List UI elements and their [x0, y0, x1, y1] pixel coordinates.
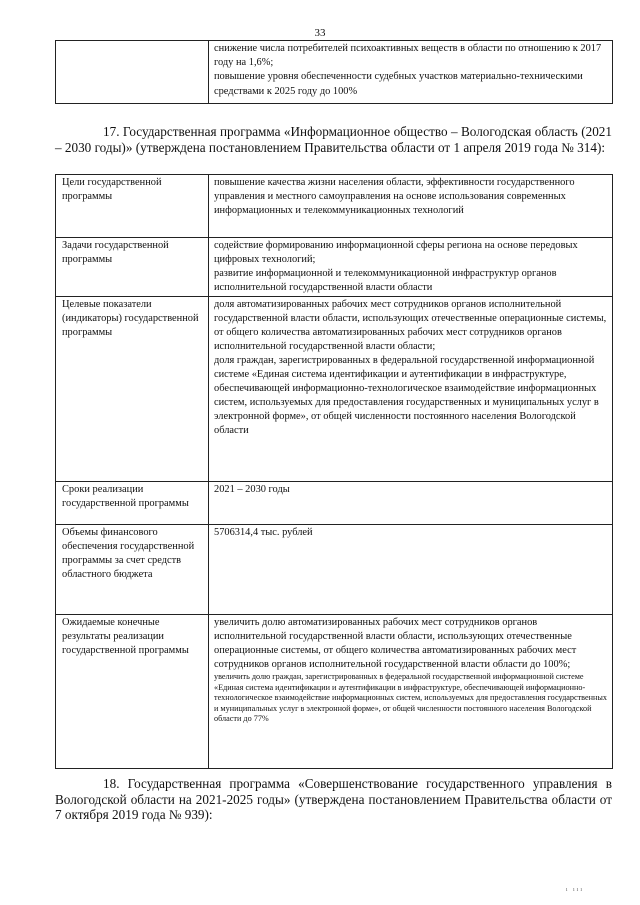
section-17-heading	[55, 124, 612, 155]
table-row	[56, 525, 613, 615]
row-value	[209, 615, 613, 769]
table-row	[56, 482, 613, 525]
row-value	[209, 175, 613, 238]
row-value	[209, 238, 613, 297]
section-18-heading-text: 18. Государственная программа «Совершенствование государственного управления в Вологодской области на 2021-2025 годы» (утверждена постановлением Правительства области от 7 октября 2019 года № 939):	[55, 776, 612, 823]
section-18-heading	[55, 776, 612, 823]
table-row	[56, 41, 613, 104]
row-value	[209, 525, 613, 615]
page-number: 33	[314, 27, 326, 39]
value-cell	[209, 41, 613, 104]
value-line: содействие формированию информационной сферы региона на основе передовых цифровых технологий;	[214, 240, 578, 265]
program-17-table	[55, 174, 613, 769]
footer-mark: ı ııı	[565, 887, 584, 893]
section-17-heading-text: 17. Государственная программа «Информационное общество – Вологодская область (2021 – 2030 годы)» (утверждена постановлением Правительства области от 1 апреля 2019 года № 314):	[55, 124, 612, 155]
value-line: повышение уровня обеспеченности судебных участков материально-техническими средствами к 2025 году до 100%	[214, 71, 583, 97]
row-value	[209, 297, 613, 482]
table-row	[56, 175, 613, 238]
row-label: Объемы финансового обеспечения государственной программы за счет средств областного бюджета	[56, 525, 209, 615]
value-line: развитие информационной и телекоммуникационной инфраструктур органов исполнительной государственной власти области	[214, 268, 557, 293]
row-label: Целевые показатели (индикаторы) государственной программы	[56, 297, 209, 482]
table-row	[56, 238, 613, 297]
empty-label-cell	[56, 41, 209, 104]
value-line: увеличить долю автоматизированных рабочих мест сотрудников органов исполнительной государственной власти области, использующих отечественные операционные системы, от общего количества автоматизированных рабочих мест сотрудников органов исполнительной государственной власти области до 100%;	[214, 617, 577, 670]
value-line: 5706314,4 тыс. рублей	[214, 527, 313, 538]
value-line: повышение качества жизни населения области, эффективности государственного управления и местного самоуправления на основе использования современных информационных и телекоммуникационных технологий	[214, 177, 575, 216]
value-line: снижение числа потребителей психоактивных веществ в области по отношению к 2017 году на 1,6%;	[214, 43, 602, 69]
row-label: Задачи государственной программы	[56, 238, 209, 297]
value-line: доля автоматизированных рабочих мест сотрудников органов исполнительной государственной власти области, использующих отечественные операционные системы, от общего количества автоматизированных рабочих мест сотрудников органов исполнительной государственной власти области;	[214, 299, 607, 352]
value-line: 2021 – 2030 годы	[214, 484, 290, 495]
table-row	[56, 297, 613, 482]
continuation-table	[55, 40, 613, 104]
value-line-small: увеличить долю граждан, зарегистрированных в федеральной государственной информационной системе «Единая система идентификации и аутентификации в инфраструктуре, обеспечивающей информационно-технологическое взаимодействие информационных систем, используемых для предоставления государственных и муниципальных услуг в электронной форме», от общей численности постоянного населения Вологодской области до 77%	[214, 672, 607, 724]
row-value	[209, 482, 613, 525]
row-label: Ожидаемые конечные результаты реализации государственной программы	[56, 615, 209, 769]
table-row	[56, 615, 613, 769]
row-label: Цели государственной программы	[56, 175, 209, 238]
value-line: доля граждан, зарегистрированных в федеральной государственной информационной системе «Единая система идентификации и аутентификации в инфраструктуре, обеспечивающей информационно-технологическое взаимодействие информационных систем, используемых для предоставления государственных и муниципальных услуг в электронной форме», от общей численности постоянного населения Вологодской области	[214, 355, 599, 436]
row-label: Сроки реализации государственной программы	[56, 482, 209, 525]
